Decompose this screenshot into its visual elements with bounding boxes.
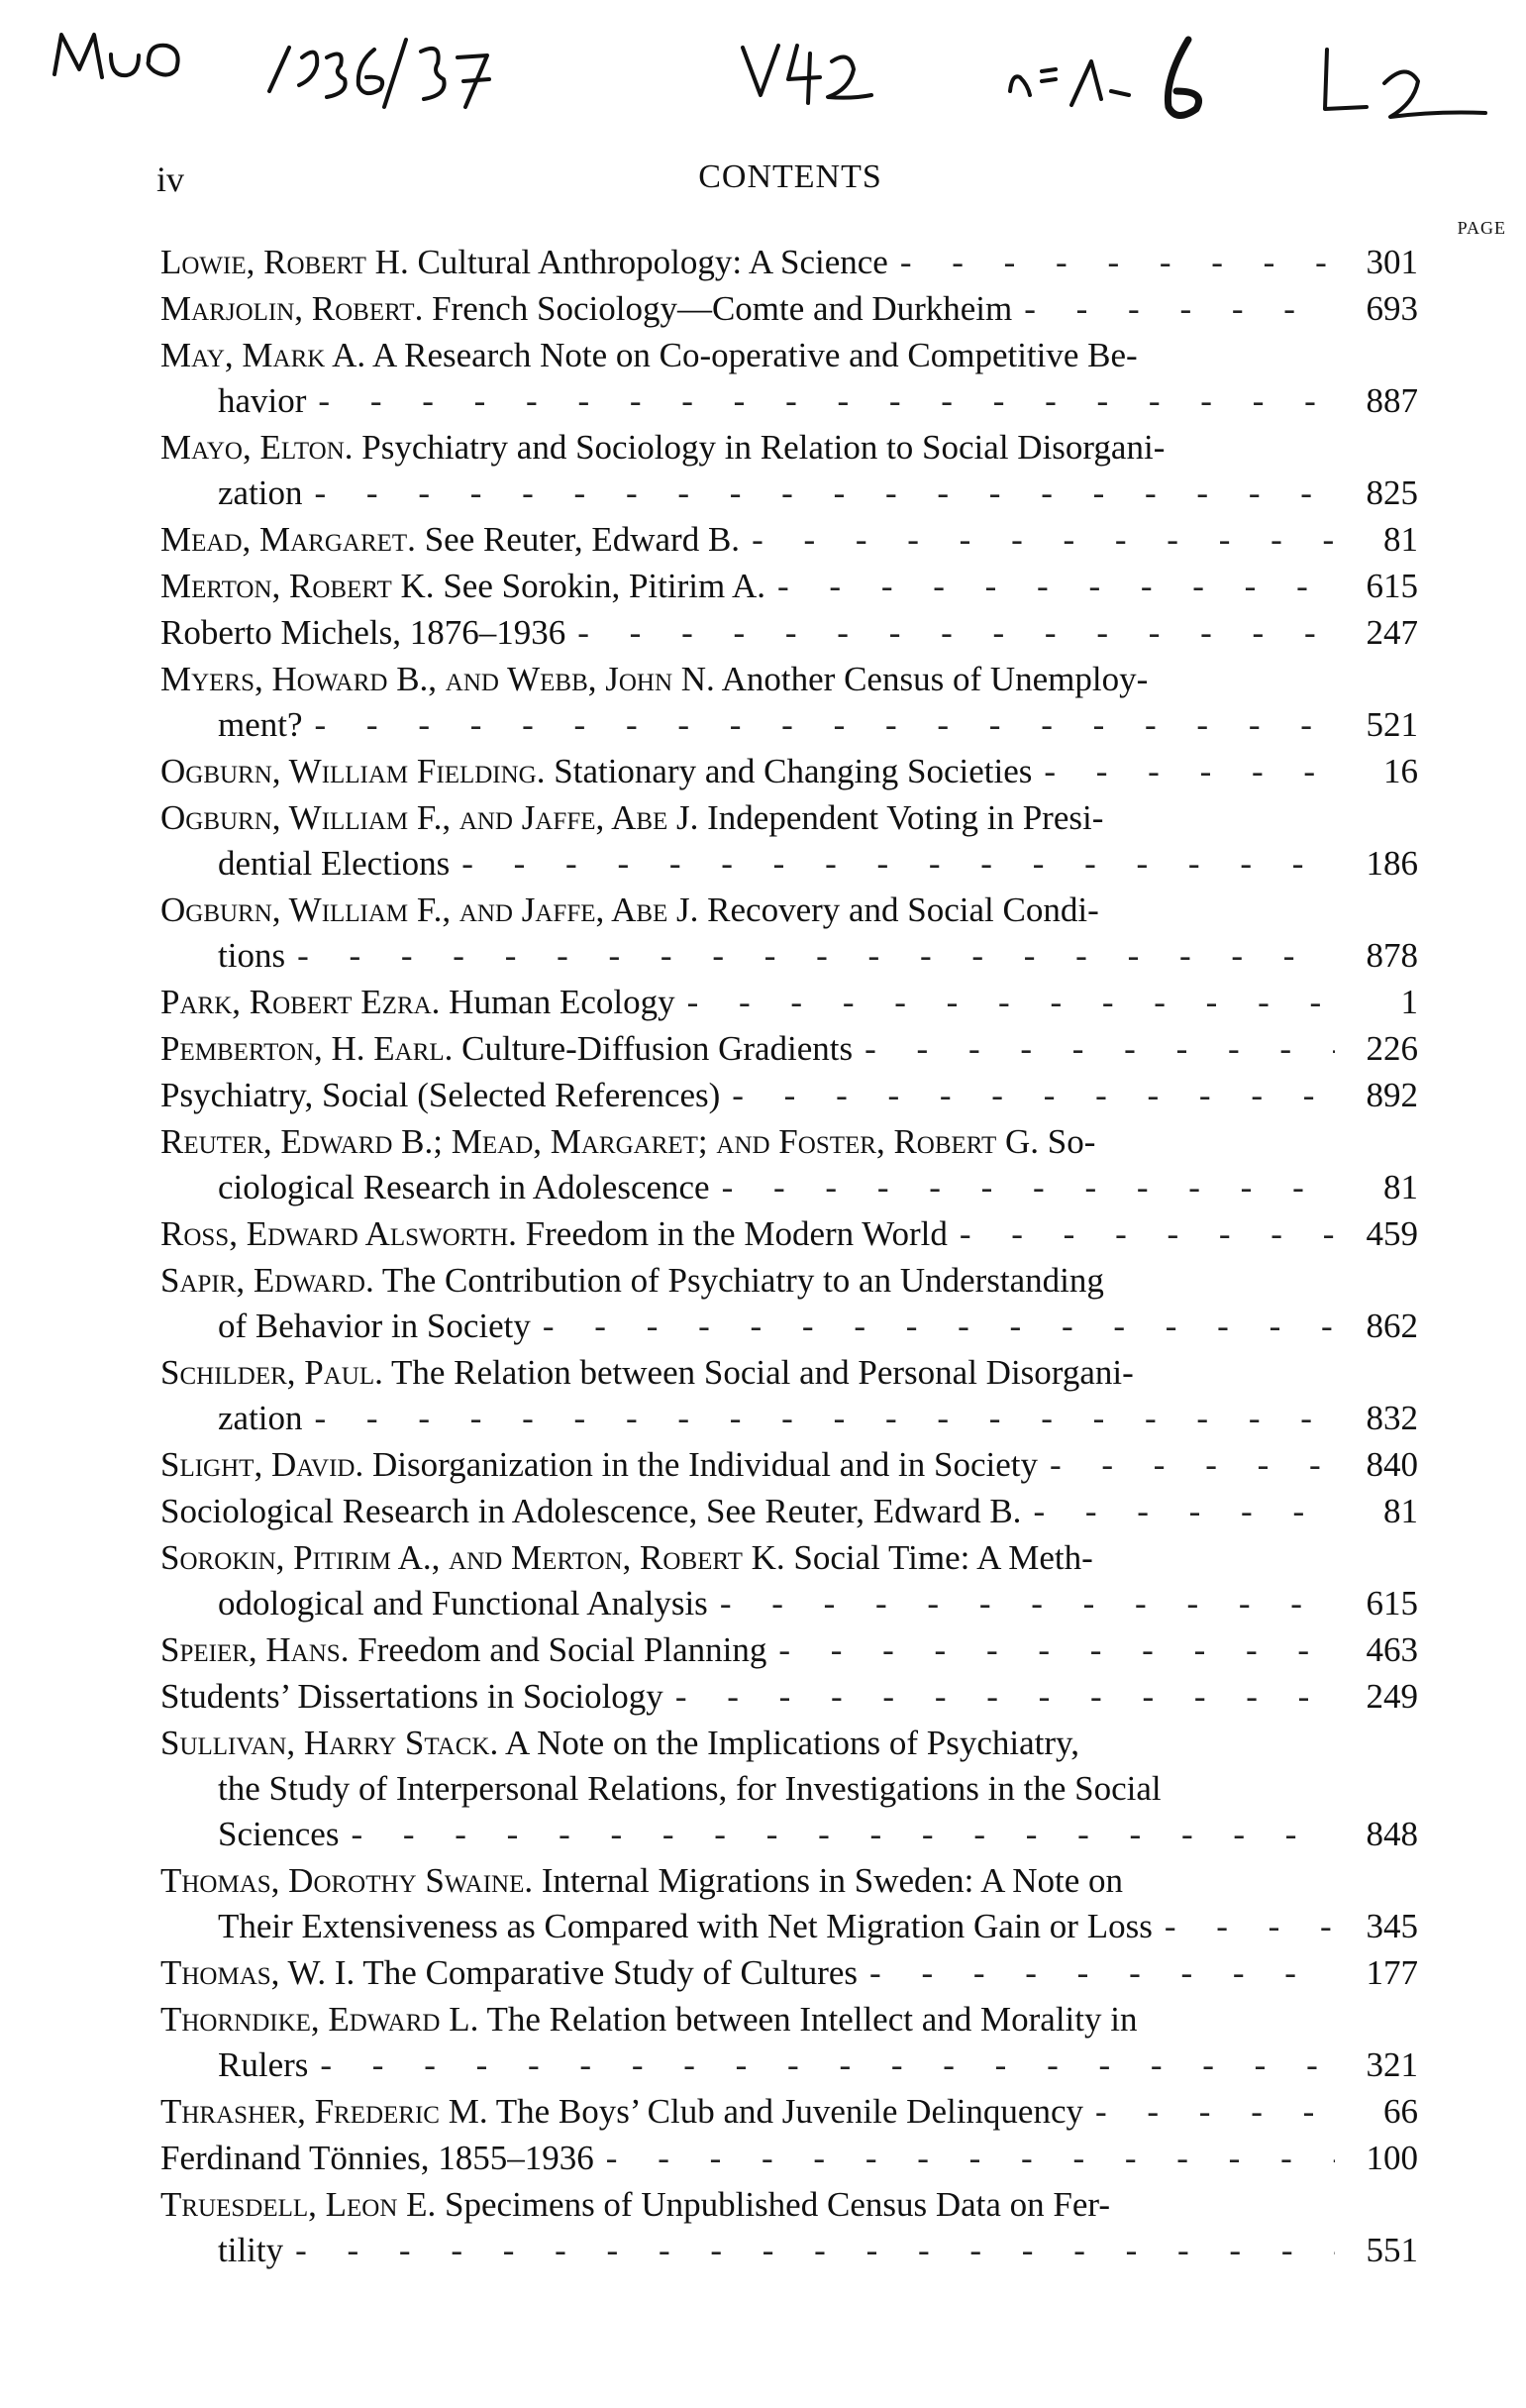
dot-leader [315, 1396, 1335, 1441]
dot-leader [869, 1950, 1335, 1996]
entry-page: 848 [1366, 1815, 1418, 1853]
toc-entry [160, 657, 1418, 748]
entry-title-continuation: tility [218, 2231, 284, 2269]
toc-entry [160, 286, 1418, 332]
entry-title: Disorganization in the Individual and in Society [371, 1445, 1038, 1484]
entry-title: The Relation between Social and Personal Disorgani- [391, 1353, 1134, 1392]
dot-leader [1050, 1442, 1335, 1488]
entry-author: Schilder, Paul. [160, 1353, 383, 1392]
entry-page: 249 [1366, 1677, 1418, 1716]
dot-leader [777, 564, 1335, 609]
toc-entry [160, 1258, 1418, 1349]
entry-author: Sapir, Edward. [160, 1261, 374, 1300]
entry-title-continuation: Sciences [218, 1815, 340, 1853]
entry-page: 463 [1366, 1630, 1418, 1669]
entry-title-continuation: tions [218, 936, 286, 975]
toc-entry [160, 1950, 1418, 1996]
entry-title-continuation: zation [218, 1399, 303, 1437]
toc-entry [160, 1721, 1418, 1857]
entry-author: Ogburn, William Fielding. [160, 752, 546, 790]
entry-author: Park, Robert Ezra. [160, 983, 441, 1021]
entry-page: 862 [1366, 1307, 1418, 1345]
entry-page: 615 [1366, 1584, 1418, 1623]
entry-page: 825 [1366, 473, 1418, 512]
toc-entry [160, 1674, 1418, 1720]
entry-author: Reuter, Edward B.; Mead, Margaret; and Foster, Robert G. [160, 1122, 1040, 1161]
entry-author: Pemberton, H. Earl. [160, 1029, 454, 1068]
toc-entry [160, 1858, 1418, 1949]
toc-entry [160, 1026, 1418, 1072]
entry-title: Culture-Diffusion Gradients [461, 1029, 854, 1068]
entry-title: Another Census of Unemploy- [721, 660, 1149, 698]
dot-leader [722, 1165, 1335, 1210]
entry-author: Thomas, Dorothy Swaine. [160, 1861, 534, 1900]
entry-title-continuation: of Behavior in Society [218, 1307, 531, 1345]
entry-title: Independent Voting in Presi- [707, 798, 1104, 837]
entry-title-continuation: zation [218, 473, 303, 512]
dot-leader [1024, 286, 1335, 332]
entry-author: Slight, David. [160, 1445, 364, 1484]
dot-leader [865, 1026, 1335, 1072]
dot-leader [320, 2042, 1335, 2088]
toc-entry [160, 1119, 1418, 1210]
dot-leader [1165, 1904, 1335, 1949]
toc-entry [160, 795, 1418, 887]
toc-entry [160, 1489, 1418, 1534]
entry-author: Thorndike, Edward L. [160, 2000, 479, 2039]
entry-author: Marjolin, Robert. [160, 289, 424, 328]
page-title: CONTENTS [698, 158, 882, 195]
entry-author: Mead, Margaret. [160, 520, 416, 559]
entry-title: The Boys’ Club and Juvenile Delinquency [495, 2092, 1083, 2131]
dot-leader [315, 471, 1335, 516]
entry-title: Psychiatry and Sociology in Relation to Social Disorgani- [361, 428, 1166, 467]
entry-title: Freedom and Social Planning [357, 1630, 767, 1669]
entry-author: Truesdell, Leon E. [160, 2185, 437, 2224]
entry-author: Ogburn, William F., and Jaffe, Abe J. [160, 890, 699, 929]
page-header [156, 149, 1424, 208]
dot-leader [1095, 2089, 1335, 2135]
dot-leader [687, 980, 1335, 1025]
toc-entry [160, 2089, 1418, 2135]
entry-author: Thomas, W. I. [160, 1953, 356, 1992]
entry-title: Ferdinand Tönnies, 1855–1936 [160, 2139, 594, 2177]
dot-leader [461, 841, 1335, 887]
entry-author: Speier, Hans. [160, 1630, 350, 1669]
entry-title: A Note on the Implications of Psychiatry, [505, 1724, 1080, 1762]
dot-leader [577, 610, 1335, 656]
dot-leader [543, 1304, 1335, 1349]
entry-author: Myers, Howard B., and Webb, John N. [160, 660, 715, 698]
entry-title-continuation: ment? [218, 705, 303, 744]
page-number: iv [156, 159, 185, 199]
toc-entry [160, 564, 1418, 609]
entry-title: Psychiatry, Social (Selected References) [160, 1076, 721, 1114]
entry-title: A Research Note on Co-operative and Competitive Be- [372, 336, 1138, 374]
entry-author: Ross, Edward Alsworth. [160, 1214, 517, 1253]
entry-page: 693 [1366, 289, 1418, 328]
toc-entry [160, 1442, 1418, 1488]
entry-page: 521 [1366, 705, 1418, 744]
entry-title: Recovery and Social Condi- [707, 890, 1099, 929]
entry-title: Roberto Michels, 1876–1936 [160, 613, 566, 652]
toc-entry [160, 980, 1418, 1025]
entry-author: Mayo, Elton. [160, 428, 354, 467]
dot-leader [732, 1073, 1335, 1118]
entry-page: 345 [1366, 1907, 1418, 1945]
entry-author: Merton, Robert K. [160, 567, 435, 605]
toc-entry [160, 517, 1418, 563]
entry-title-continuation: the Study of Interpersonal Relations, for Investigations in the Social [218, 1769, 1162, 1808]
entry-title: So- [1047, 1122, 1096, 1161]
entry-title: French Sociology—Comte and Durkheim [432, 289, 1013, 328]
entry-author: Lowie, Robert H. [160, 243, 409, 281]
entry-title: The Comparative Study of Cultures [362, 1953, 859, 1992]
toc-entry [160, 888, 1418, 979]
entry-page: 247 [1366, 613, 1418, 652]
toc-entry [160, 610, 1418, 656]
dot-leader [318, 378, 1335, 424]
entry-author: Sullivan, Harry Stack. [160, 1724, 499, 1762]
toc-entry [160, 333, 1418, 424]
dot-leader [1033, 1489, 1335, 1534]
toc-entry [160, 1535, 1418, 1626]
dot-leader [900, 240, 1335, 285]
entry-page: 81 [1383, 520, 1418, 559]
toc-entry [160, 1073, 1418, 1118]
entry-page: 16 [1383, 752, 1418, 790]
entry-title: Social Time: A Meth- [793, 1538, 1093, 1577]
entry-page: 226 [1366, 1029, 1418, 1068]
dot-leader [295, 2228, 1335, 2273]
toc-entry [160, 1211, 1418, 1257]
entry-page: 66 [1383, 2092, 1418, 2131]
toc-entry [160, 1627, 1418, 1673]
toc-entry [160, 425, 1418, 516]
dot-leader [351, 1812, 1335, 1857]
entry-page: 1 [1400, 983, 1418, 1021]
dot-leader [675, 1674, 1335, 1720]
toc-entry [160, 1350, 1418, 1441]
entry-page: 892 [1366, 1076, 1418, 1114]
entry-page: 887 [1366, 381, 1418, 420]
table-of-contents [160, 240, 1418, 2274]
dot-leader [606, 2136, 1335, 2181]
entry-page: 840 [1366, 1445, 1418, 1484]
entry-title: Students’ Dissertations in Sociology [160, 1677, 663, 1716]
toc-entry [160, 1997, 1418, 2088]
dot-leader [315, 702, 1335, 748]
entry-title-continuation: Rulers [218, 2045, 309, 2084]
entry-title-continuation: ciological Research in Adolescence [218, 1168, 710, 1206]
entry-title: Specimens of Unpublished Census Data on Fer- [445, 2185, 1111, 2224]
entry-title: See Reuter, Edward B. [424, 520, 741, 559]
toc-entry [160, 240, 1418, 285]
dot-leader [960, 1211, 1335, 1257]
entry-page: 301 [1366, 243, 1418, 281]
entry-title: Stationary and Changing Societies [554, 752, 1033, 790]
dot-leader [752, 517, 1335, 563]
entry-page: 459 [1366, 1214, 1418, 1253]
entry-title-continuation: havior [218, 381, 307, 420]
entry-title: See Sorokin, Pitirim A. [443, 567, 766, 605]
entry-page: 81 [1383, 1492, 1418, 1530]
entry-page: 81 [1383, 1168, 1418, 1206]
entry-page: 321 [1366, 2045, 1418, 2084]
entry-page: 878 [1366, 936, 1418, 975]
entry-title: Sociological Research in Adolescence, See Reuter, Edward B. [160, 1492, 1022, 1530]
entry-page: 186 [1366, 844, 1418, 883]
entry-page: 615 [1366, 567, 1418, 605]
dot-leader [1044, 749, 1335, 794]
entry-page: 177 [1366, 1953, 1418, 1992]
entry-title: The Contribution of Psychiatry to an Understanding [381, 1261, 1104, 1300]
entry-page: 551 [1366, 2231, 1418, 2269]
entry-page: 100 [1366, 2139, 1418, 2177]
entry-title-continuation: dential Elections [218, 844, 451, 883]
dot-leader [778, 1627, 1335, 1673]
entry-author: Thrasher, Frederic M. [160, 2092, 488, 2131]
entry-title-continuation: Their Extensiveness as Compared with Net Migration Gain or Loss [218, 1907, 1153, 1945]
toc-entry [160, 2136, 1418, 2181]
dot-leader [297, 933, 1335, 979]
entry-author: Ogburn, William F., and Jaffe, Abe J. [160, 798, 699, 837]
entry-title: The Relation between Intellect and Morality in [486, 2000, 1138, 2039]
entry-title: Human Ecology [449, 983, 675, 1021]
entry-author: May, Mark A. [160, 336, 366, 374]
page-column-label: PAGE [1457, 218, 1506, 238]
entry-author: Sorokin, Pitirim A., and Merton, Robert K. [160, 1538, 785, 1577]
dot-leader [720, 1581, 1335, 1626]
toc-entry [160, 2182, 1418, 2273]
entry-title-continuation: odological and Functional Analysis [218, 1584, 708, 1623]
entry-title: Cultural Anthropology: A Science [417, 243, 888, 281]
entry-title: Internal Migrations in Sweden: A Note on [541, 1861, 1123, 1900]
toc-entry [160, 749, 1418, 794]
entry-title: Freedom in the Modern World [525, 1214, 948, 1253]
entry-page: 832 [1366, 1399, 1418, 1437]
